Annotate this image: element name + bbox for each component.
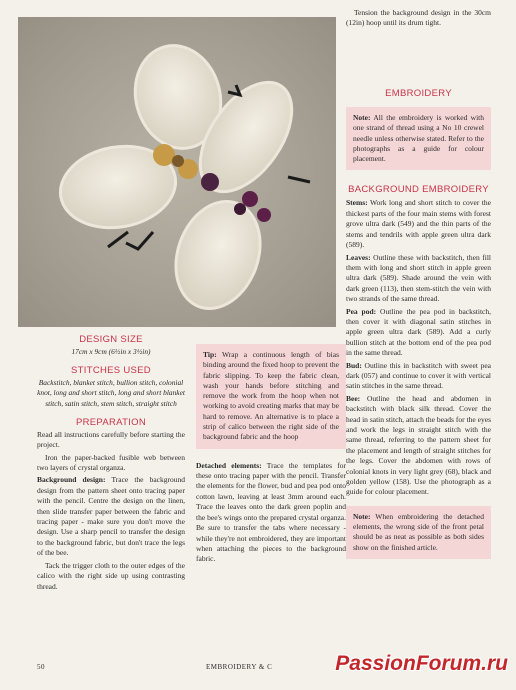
peapod-text: Outline the pea pod in backstitch, then cover it with diagonal satin stitches in apple green ultra dark (589). Add a curly bullion stitch at the bottom end of the pea pod in the same thread. bbox=[346, 306, 491, 358]
bee-illustration bbox=[18, 17, 336, 327]
preparation-heading: PREPARATION bbox=[76, 416, 146, 428]
middle-column bbox=[196, 344, 346, 567]
note-box-2 bbox=[346, 506, 491, 559]
background-design-text: Trace the background design from the pattern sheet onto tracing paper with the pencil. Centre the design on the linen, then slide transfer paper between the fabric and tracing paper - make sure you don't move the design. Use a sharp pencil to transfer the design to the background fabric, but don't trace the legs of the bee. bbox=[37, 475, 185, 558]
stems-label: Stems: bbox=[346, 198, 368, 208]
background-design-paragraph bbox=[37, 475, 185, 558]
embroidery-heading: EMBROIDERY bbox=[385, 88, 452, 99]
note2-label: Note: bbox=[353, 511, 371, 521]
stems-paragraph bbox=[346, 198, 491, 250]
bud-paragraph bbox=[346, 361, 491, 392]
bee-text: Outline the head and abdomen in backstitch with black silk thread. Cover the head in satin stitch, attach the beads for the eyes and work the legs in straight stitch with the same thread, referring to the pattern sheet for the placement and length of straight stitches for the legs. Cover the abdomen with rows of colonial knots in very light grey (68), black and golden yellow (158). Use the photograph as a guide for colour placement. bbox=[346, 393, 491, 497]
magazine-name: EMBROIDERY & C bbox=[206, 663, 273, 671]
bee-label: Bee: bbox=[346, 393, 361, 403]
background-embroidery-heading: BACKGROUND EMBROIDERY bbox=[348, 184, 489, 196]
prep-paragraph-1: Read all instructions carefully before starting the project. bbox=[37, 429, 185, 450]
page-number: 50 bbox=[37, 663, 45, 671]
tip-box bbox=[196, 344, 346, 449]
bee-embroidery-photo bbox=[18, 17, 336, 327]
stems-text: Work long and short stitch to cover the thickest parts of the four main stems with forest grove ultra dark (549) and the thin parts of the stems and tendrils with apple green ultra dark (589). bbox=[346, 198, 491, 250]
tension-paragraph: Tension the background design in the 30cm (12in) hoop until its drum tight. bbox=[346, 8, 491, 28]
stitches-heading: STITCHES USED bbox=[71, 365, 151, 377]
bee-paragraph bbox=[346, 394, 491, 498]
leaves-label: Leaves: bbox=[346, 252, 371, 262]
note2-text: When embroidering the detached elements, the wrong side of the front petal should be as neat as possible as both sides show on the finished article. bbox=[353, 511, 484, 552]
note-box-1 bbox=[346, 107, 491, 170]
detached-elements-label: Detached elements: bbox=[196, 460, 262, 470]
watermark: PassionForum.ru bbox=[335, 652, 508, 675]
leaves-paragraph bbox=[346, 253, 491, 305]
detached-elements-text: Trace the templates for these onto tracing paper with the pencil. Transfer the elements for the flower, bud and pea pod onto cotton lawn, leaving at least 3mm around each. Trace the leaves onto the dark green poplin and the bee's wings onto the prepared crystal organza. Be sure to transfer the tabs where necessary - while they're not embroidered, they are important when attaching the pieces to the background fabric. bbox=[196, 460, 346, 564]
tip-label: Tip: bbox=[203, 350, 217, 359]
design-size-value: 17cm x 9cm (6½in x 3½in) bbox=[71, 347, 151, 356]
bud-text: Outline this in backstitch with sweet pea dark (057) and continue to cover it with vertical satin stitches in the same thread. bbox=[346, 360, 491, 391]
background-design-label: Background design: bbox=[37, 475, 106, 485]
right-column bbox=[346, 8, 491, 559]
prep-paragraph-2: Iron the paper-backed fusible web between two layers of crystal organza. bbox=[37, 452, 185, 473]
note1-label: Note: bbox=[353, 113, 371, 122]
prep-paragraph-3: Tack the trigger cloth to the outer edges of the calico with the right side up using contrasting thread. bbox=[37, 560, 185, 591]
stitches-list: Backstitch, blanket stitch, bullion stitch, colonial knot, long and short stitch, long and short blanket stitch, satin stitch, stem stitch, straight stitch bbox=[37, 378, 185, 408]
peapod-paragraph bbox=[346, 307, 491, 359]
bud-label: Bud: bbox=[346, 360, 362, 370]
tip-text: Wrap a continuous length of bias binding around the fixed hoop to prevent the fabric slipping. To keep the fabric clean, wash your hands before stitching and remove the work from the hoop when not working to avoid creating marks that may be hard to remove. An alternative is to place a strip of calico between the right side of the background fabric and the hoop bbox=[203, 350, 339, 442]
leaves-text: Outline these with backstitch, then fill them with long and short stitch in apple green ultra dark (589). Shade around the vein with dark green (113), then stem-stitch the vein with two strands of the same thread. bbox=[346, 252, 491, 304]
peapod-label: Pea pod: bbox=[346, 306, 377, 316]
left-column bbox=[37, 334, 185, 594]
detached-elements-paragraph bbox=[196, 461, 346, 565]
design-size-heading: DESIGN SIZE bbox=[79, 334, 143, 345]
note1-text: All the embroidery is worked with one strand of thread using a No 10 crewel needle unless otherwise stated. Refer to the photographs as a guide for colour placement. bbox=[353, 113, 484, 164]
